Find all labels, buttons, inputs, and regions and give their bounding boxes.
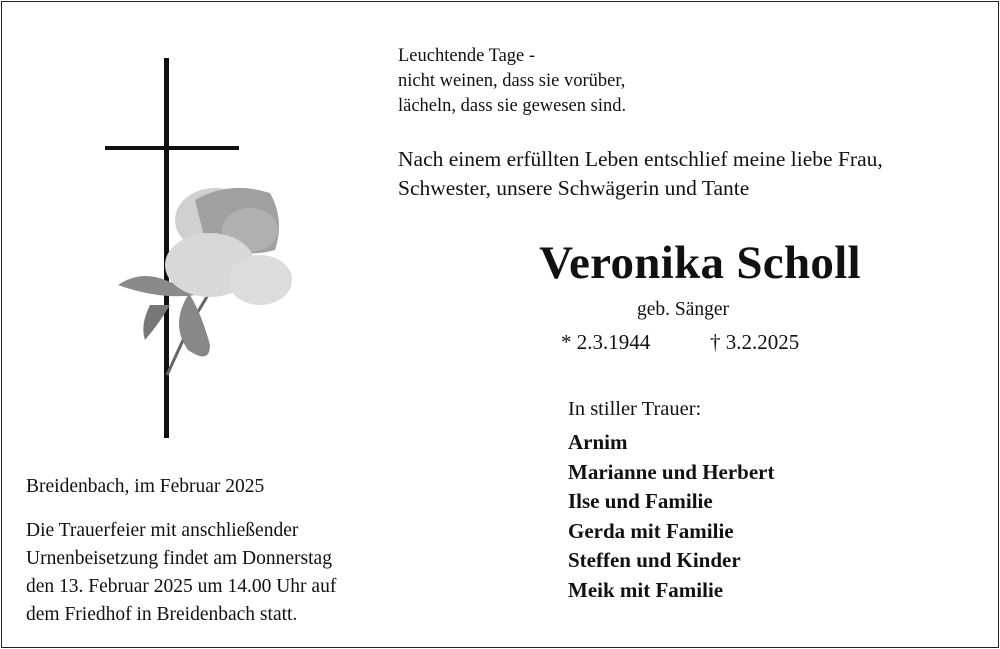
funeral-line: dem Friedhof in Breidenbach statt. (26, 604, 298, 625)
intro-text (398, 145, 883, 203)
mourner: Arnim (568, 430, 628, 454)
funeral-line: Urnenbeisetzung findet am Donnerstag (26, 548, 332, 569)
intro-line: Nach einem erfüllten Leben entschlief meine liebe Frau, (398, 147, 883, 171)
intro-line: Schwester, unsere Schwägerin und Tante (398, 176, 750, 200)
funeral-info (26, 517, 336, 629)
mourner: Gerda mit Familie (568, 518, 734, 543)
mourners-list (568, 428, 774, 606)
mourner: Marianne und Herbert (568, 459, 775, 484)
mourner: Ilse und Familie (568, 489, 713, 514)
rose-icon (110, 175, 300, 390)
mourner: Meik mit Familie (568, 577, 724, 602)
cross-horizontal-beam (105, 146, 239, 150)
death-date: † 3.2.2025 (710, 330, 800, 354)
funeral-line: Die Trauerfeier mit anschließender (26, 520, 299, 541)
birth-date: * 2.3.1944 (561, 330, 651, 354)
quote-line: nicht weinen, dass sie vorüber, (398, 71, 626, 91)
mourning-label: In stiller Trauer: (568, 398, 702, 420)
deceased-name: Veronika Scholl (539, 237, 861, 289)
quote (398, 44, 626, 119)
maiden-name: geb. Sänger (636, 299, 730, 320)
funeral-line: den 13. Februar 2025 um 14.00 Uhr auf (26, 576, 337, 597)
mourner: Steffen und Kinder (568, 548, 741, 573)
place-date: Breidenbach, im Februar 2025 (26, 476, 265, 497)
quote-line: lächeln, dass sie gewesen sind. (398, 96, 627, 116)
quote-line: Leuchtende Tage - (398, 46, 536, 66)
